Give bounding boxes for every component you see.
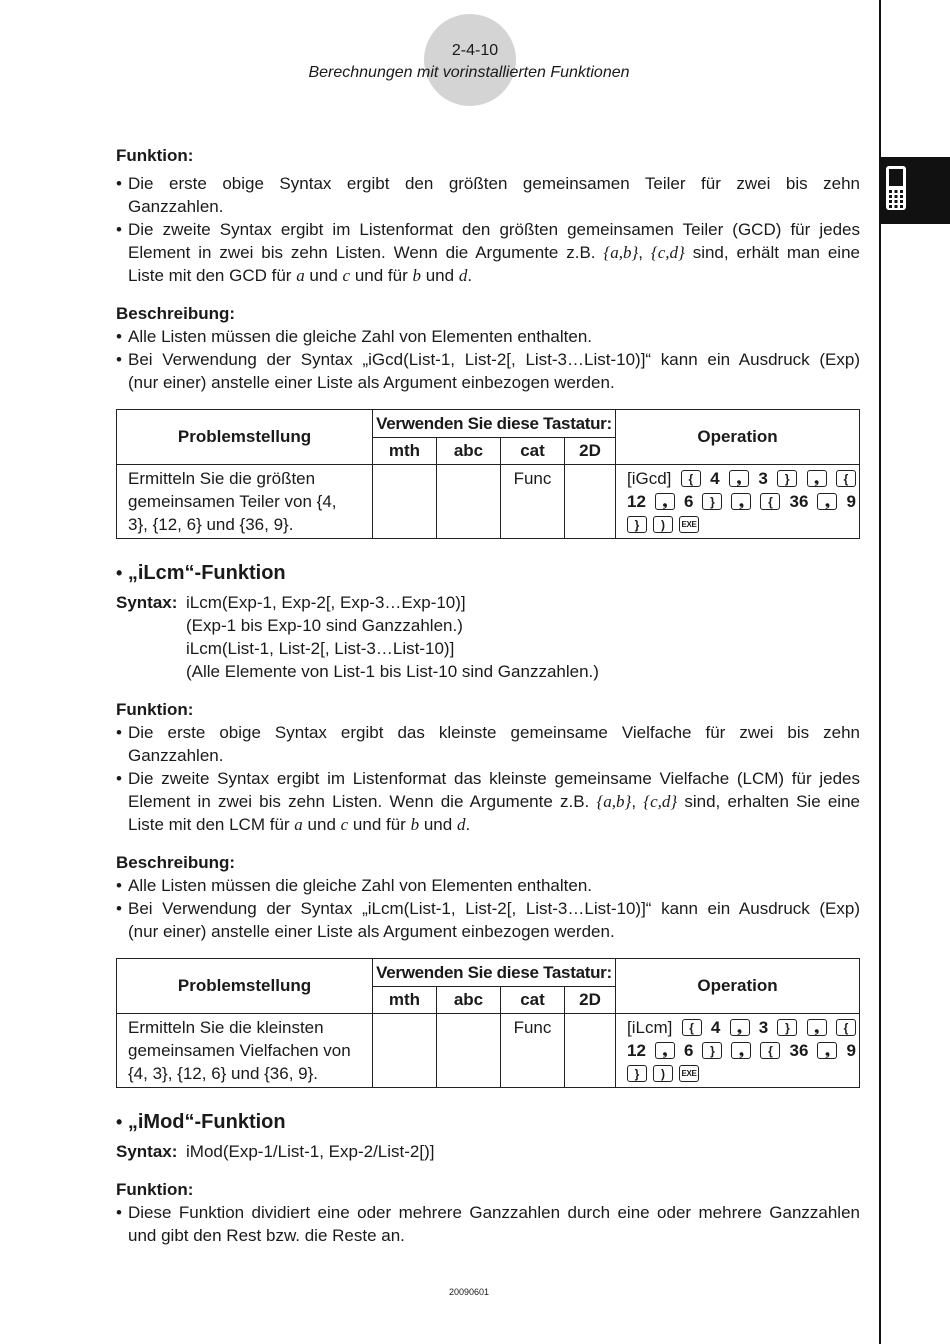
table-header-cat: cat	[501, 438, 565, 465]
comma-key-icon: ❟	[807, 1019, 827, 1036]
lbrace-key-icon: {	[836, 470, 856, 487]
ilcm-section-title: • „iLcm“-Funktion	[116, 562, 286, 584]
page-title: Berechnungen mit vorinstallierten Funktionen	[308, 64, 630, 81]
table-header-2d: 2D	[565, 987, 616, 1014]
ilcm-funktion-item-2: • Die zweite Syntax ergibt im Listenformat das kleinste gemeinsame Vielfache (LCM) für jedes	[116, 767, 860, 790]
table-header-2d: 2D	[565, 438, 616, 465]
problem-cell: Ermitteln Sie die kleinsten gemeinsamen Vielfachen von {4, 3}, {12, 6} und {36, 9}.	[117, 1014, 373, 1088]
table-header-mth: mth	[373, 438, 437, 465]
exe-key-icon: EXE	[679, 516, 699, 533]
igcd-beschreibung-item-2: • Bei Verwendung der Syntax „iGcd(List-1, List-2[, List-3…List-10)]“ kann ein Ausdruck (Exp)	[116, 348, 860, 371]
ilcm-syntax: Syntax: iLcm(Exp-1, Exp-2[, Exp-3…Exp-10)]	[116, 593, 466, 612]
table-header-problem: Problemstellung	[117, 959, 373, 1014]
table-header-mth: mth	[373, 987, 437, 1014]
table-header-abc: abc	[437, 987, 501, 1014]
comma-key-icon: ❟	[731, 493, 751, 510]
igcd-beschreibung-heading: Beschreibung:	[116, 304, 236, 323]
rbrace-key-icon: }	[777, 1019, 797, 1036]
comma-key-icon: ❟	[731, 1042, 751, 1059]
igcd-beschreibung-item-1: • Alle Listen müssen die gleiche Zahl von Elementen enthalten.	[116, 325, 860, 348]
table-header-operation: Operation	[616, 410, 860, 465]
cat-cell: Func	[501, 1014, 565, 1088]
footer-code: 20090601	[448, 1287, 490, 1297]
table-header-operation: Operation	[616, 959, 860, 1014]
table-header-keyboard: Verwenden Sie diese Tastatur:	[373, 410, 616, 438]
ilcm-beschreibung-heading: Beschreibung:	[116, 853, 236, 872]
lbrace-key-icon: {	[681, 470, 701, 487]
exe-key-icon: EXE	[679, 1065, 699, 1082]
ilcm-funktion-item-2-cont: Element in zwei bis zehn Listen. Wenn die Argumente z.B. {a,b}, {c,d} sind, erhalten Sie eine	[128, 792, 860, 811]
table-header-keyboard: Verwenden Sie diese Tastatur:	[373, 959, 616, 987]
main-content	[116, 144, 860, 1247]
comma-key-icon: ❟	[730, 1019, 750, 1036]
comma-key-icon: ❟	[807, 470, 827, 487]
header-circle	[424, 14, 516, 106]
op-command: [iLcm]	[627, 1018, 673, 1037]
imod-funktion-item-1-cont: und gibt den Rest bzw. die Reste an.	[128, 1226, 405, 1245]
igcd-funktion-item-2: • Die zweite Syntax ergibt im Listenformat den größten gemeinsamen Teiler (GCD) für jedes	[116, 218, 860, 241]
mth-cell	[373, 465, 437, 539]
rparen-key-icon: )	[653, 1065, 673, 1082]
comma-key-icon: ❟	[817, 493, 837, 510]
imod-funktion-heading: Funktion:	[116, 1180, 194, 1199]
lbrace-key-icon: {	[682, 1019, 702, 1036]
abc-cell	[437, 465, 501, 539]
ilcm-beschreibung-item-1: • Alle Listen müssen die gleiche Zahl von Elementen enthalten.	[116, 874, 860, 897]
page-number: 2-4-10	[451, 42, 499, 59]
igcd-funktion-item-2-end: Liste mit den GCD für a und c und für b und d.	[128, 266, 473, 285]
igcd-funktion-item-1-cont: Ganzzahlen.	[128, 197, 224, 216]
table-row	[117, 465, 860, 539]
igcd-funktion-item-1: • Die erste obige Syntax ergibt den größten gemeinsamen Teiler für zwei bis zehn	[116, 172, 860, 195]
operation-cell: [iGcd] { 4 ❟ 3 } ❟ { 12 ❟ 6 } ❟ { 36 ❟ 9 } ) EXE	[616, 465, 860, 539]
2d-cell	[565, 1014, 616, 1088]
chapter-tab	[879, 157, 950, 224]
imod-syntax: Syntax: iMod(Exp-1/List-1, Exp-2/List-2[)]	[116, 1142, 435, 1161]
igcd-funktion-heading: Funktion:	[116, 146, 194, 165]
table-header-abc: abc	[437, 438, 501, 465]
cat-cell: Func	[501, 465, 565, 539]
comma-key-icon: ❟	[655, 1042, 675, 1059]
rbrace-key-icon: }	[627, 516, 647, 533]
table-header-cat: cat	[501, 987, 565, 1014]
ilcm-funktion-item-2-end: Liste mit den LCM für a und c und für b und d.	[128, 815, 471, 834]
rparen-key-icon: )	[653, 516, 673, 533]
operation-cell: [iLcm] { 4 ❟ 3 } ❟ { 12 ❟ 6 } ❟ { 36 ❟ 9 } ) EXE	[616, 1014, 860, 1088]
problem-cell: Ermitteln Sie die größten gemeinsamen Teiler von {4, 3}, {12, 6} und {36, 9}.	[117, 465, 373, 539]
comma-key-icon: ❟	[655, 493, 675, 510]
igcd-operation-table	[116, 409, 860, 539]
lbrace-key-icon: {	[836, 1019, 856, 1036]
comma-key-icon: ❟	[817, 1042, 837, 1059]
calculator-icon	[885, 165, 907, 211]
abc-cell	[437, 1014, 501, 1088]
ilcm-funktion-heading: Funktion:	[116, 700, 194, 719]
imod-funktion-item-1: • Diese Funktion dividiert eine oder mehrere Ganzzahlen durch eine oder mehrere Ganzzahlen	[116, 1201, 860, 1224]
comma-key-icon: ❟	[729, 470, 749, 487]
ilcm-syntax-line-2: (Exp-1 bis Exp-10 sind Ganzzahlen.)	[186, 616, 463, 635]
imod-section-title: • „iMod“-Funktion	[116, 1111, 286, 1133]
ilcm-beschreibung-item-2: • Bei Verwendung der Syntax „iLcm(List-1, List-2[, List-3…List-10)]“ kann ein Ausdruck (Exp)	[116, 897, 860, 920]
ilcm-operation-table	[116, 958, 860, 1088]
ilcm-syntax-line-4: (Alle Elemente von List-1 bis List-10 sind Ganzzahlen.)	[186, 662, 599, 681]
ilcm-beschreibung-item-2-cont: (nur einer) anstelle einer Liste als Argument einbezogen werden.	[128, 922, 615, 941]
igcd-funktion-item-2-cont: Element in zwei bis zehn Listen. Wenn die Argumente z.B. {a,b}, {c,d} sind, erhält man eine	[128, 243, 860, 262]
ilcm-syntax-line-3: iLcm(List-1, List-2[, List-3…List-10)]	[186, 639, 455, 658]
mth-cell	[373, 1014, 437, 1088]
igcd-beschreibung-item-2-cont: (nur einer) anstelle einer Liste als Argument einbezogen werden.	[128, 373, 615, 392]
ilcm-funktion-item-1: • Die erste obige Syntax ergibt das kleinste gemeinsame Vielfache für zwei bis zehn	[116, 721, 860, 744]
2d-cell	[565, 465, 616, 539]
op-command: [iGcd]	[627, 469, 672, 488]
table-row	[117, 1014, 860, 1088]
table-header-problem: Problemstellung	[117, 410, 373, 465]
rbrace-key-icon: }	[627, 1065, 647, 1082]
rbrace-key-icon: }	[777, 470, 797, 487]
rbrace-key-icon: }	[702, 493, 722, 510]
rbrace-key-icon: }	[702, 1042, 722, 1059]
ilcm-funktion-item-1-cont: Ganzzahlen.	[128, 746, 224, 765]
lbrace-key-icon: {	[760, 493, 780, 510]
lbrace-key-icon: {	[760, 1042, 780, 1059]
